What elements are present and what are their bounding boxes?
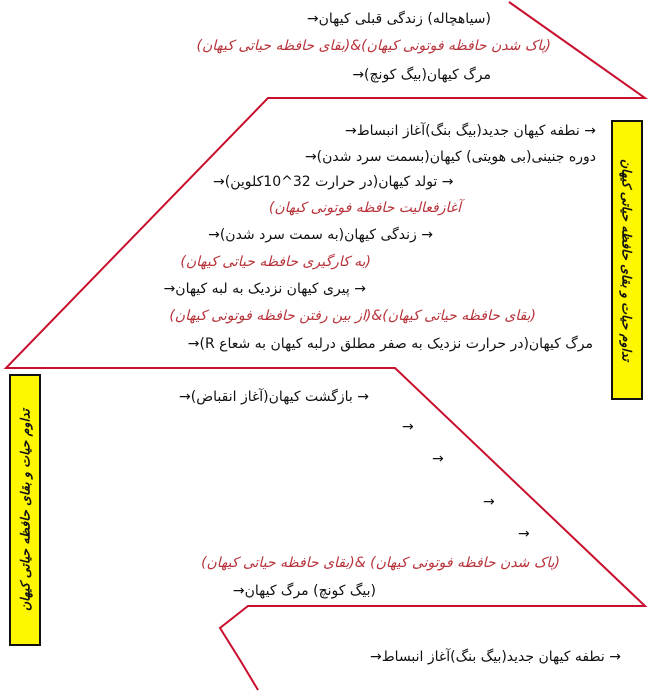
line-embryonic-period: دوره جنینی(بی هویتی) کیهان(بسمت سرد شدن)→	[304, 149, 596, 165]
line-universe-return: → بازگشت کیهان(آغاز انقباض)→	[179, 389, 369, 405]
line-photon-memory-erase-2: (پاک شدن حافظه فوتونی کیهان) &(بقای حافظه حیاتی کیهان)	[201, 555, 560, 571]
line-universe-old-age: → پیری کیهان نزدیک به لبه کیهان→	[163, 281, 366, 297]
line-birth-temperature: → تولد کیهان(در حرارت 32^10کلوین)→	[213, 174, 454, 190]
arrow-step-2: →	[432, 451, 444, 467]
arrow-step-4: →	[518, 526, 530, 542]
line-photon-memory-loss: (بقای حافظه حیاتی کیهان)&(از بین رفتن حافظه فوتونی کیهان)	[169, 308, 536, 324]
line-vital-memory-use: (به کارگیری حافظه حیاتی کیهان)	[180, 254, 371, 270]
line-new-seed-big-bang: → نطفه کیهان جدید(بیگ بنگ)آغاز انبساط→	[345, 123, 596, 139]
side-label-box-right	[611, 120, 643, 400]
arrow-step-1: →	[402, 419, 414, 435]
line-previous-life: (سیاهچاله) زندگی قبلی کیهان→	[306, 11, 491, 27]
line-new-seed-big-bang-2: → نطفه کیهان جدید(بیگ بنگ)آغاز انبساط→	[370, 649, 621, 665]
side-label-right: تداوم حیات و بقای حافظه حیاتی کیهان	[619, 158, 635, 362]
line-death-absolute-zero: مرگ کیهان(در حرارت نزدیک به صفر مطلق درلبه کیهان به شعاع R)→	[187, 336, 593, 352]
line-big-crunch-death: مرگ کیهان(بیگ کونچ)→	[352, 67, 491, 83]
arrow-step-3: →	[483, 494, 495, 510]
side-label-left: تداوم حیات و بقای حافظه حیاتی کیهان	[17, 408, 33, 612]
line-universe-life: → زندگی کیهان(به سمت سرد شدن)→	[208, 227, 433, 243]
line-photon-memory-start: آغازفعالیت حافظه فوتونی کیهان)	[268, 200, 461, 216]
line-photon-memory-erase: (پاک شدن حافظه فوتونی کیهان)&(بقای حافظه حیاتی کیهان)	[196, 38, 551, 54]
line-big-crunch-death-2: (بیگ کونچ) مرگ کیهان→	[232, 583, 376, 599]
side-label-box-left	[9, 374, 41, 646]
